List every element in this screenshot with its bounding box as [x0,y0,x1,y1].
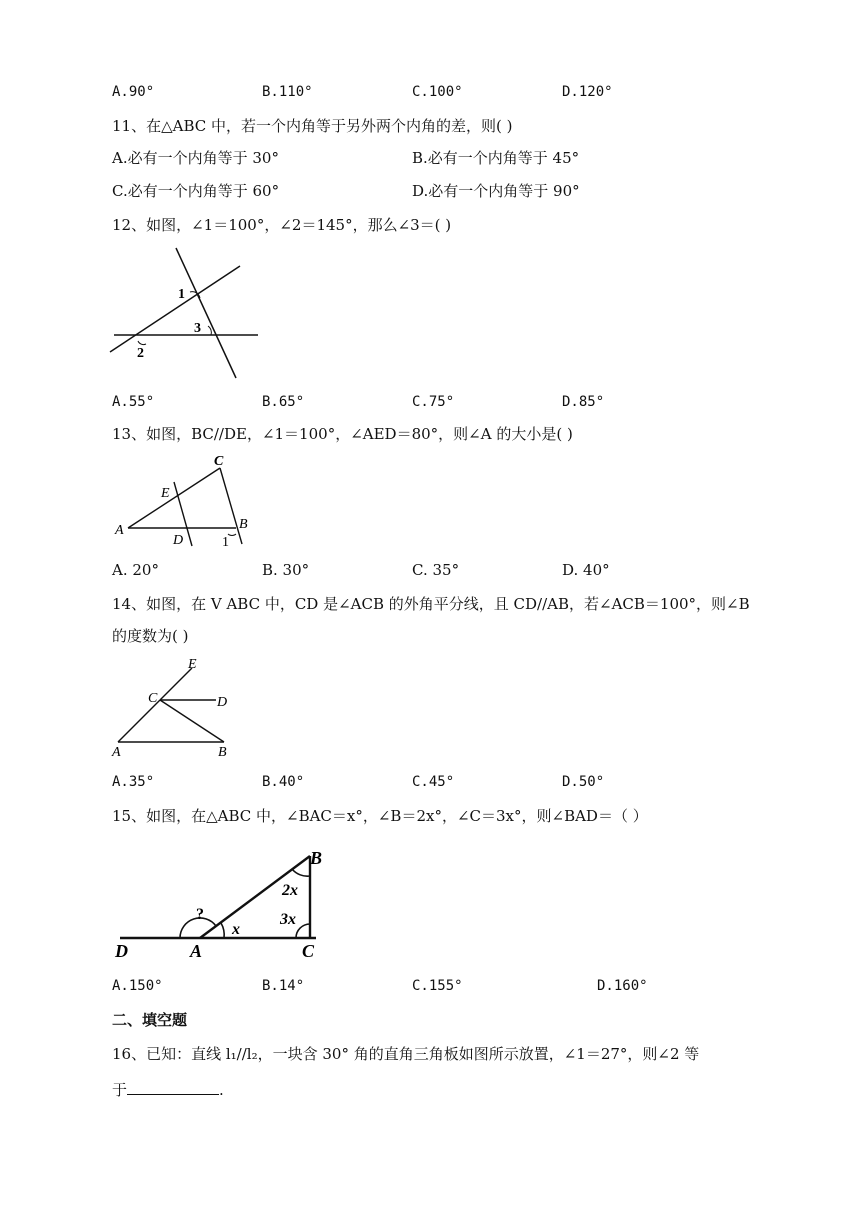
q10-option-d: D.120° [562,84,613,100]
q12-stem: 12、如图，∠1＝100°，∠2＝145°，那么∠3＝( ) [112,216,452,234]
q15-label-3x: 3x [280,911,296,928]
q14-option-b: B.40° [262,774,305,790]
q15-label-c: C [302,941,315,961]
q15-label-question: ? [196,906,204,923]
q10-option-a: A.90° [112,84,155,100]
q14-option-a: A.35° [112,774,155,790]
q14-label-b: B [218,745,227,760]
q13-label-c: C [214,454,224,469]
q14-option-d: D.50° [562,774,605,790]
q15-label-a: A [190,941,203,961]
q12-option-a: A.55° [112,394,155,410]
q12-figure [108,246,268,382]
q14-label-a: A [112,745,121,760]
q13-line-bc [220,468,242,544]
q13-figure [112,452,262,548]
q11-option-b: B.必有一个内角等于 45° [412,149,580,167]
q12-option-d: D.85° [562,394,605,410]
q14-stem-line1: 14、如图，在 V ABC 中，CD 是∠ACB 的外角平分线，且 CD//AB，若∠ACB＝100°，则∠B [112,595,750,613]
q14-label-c: C [148,691,158,706]
q11-option-d: D.必有一个内角等于 90° [412,182,580,200]
q14-label-d: D [217,695,228,710]
q13-side-ac [128,468,220,528]
q12-label-3: 3 [194,321,201,336]
q13-label-b: B [239,517,248,532]
q13-label-a: A [115,523,124,538]
q15-label-2x: 2x [282,882,298,899]
q14-label-e: E [188,657,197,672]
q11-stem: 11、在△ABC 中，若一个内角等于另外两个内角的差，则( ) [112,117,513,135]
q16-suffix: . [219,1081,224,1099]
q12-line-transversal-a [176,248,236,378]
q15-label-x: x [232,921,240,938]
q13-option-a: A. 20° [112,561,159,579]
q15-figure [112,842,332,966]
q11-option-a: A.必有一个内角等于 30° [112,149,279,167]
q11-option-c: C.必有一个内角等于 60° [112,182,280,200]
q16-stem-line2 [112,1080,224,1100]
q12-label-2: 2 [137,346,144,361]
q12-option-c: C.75° [412,394,455,410]
q13-option-c: C. 35° [412,561,460,579]
q15-option-b: B.14° [262,978,305,994]
q14-side-ac [118,700,160,742]
q15-label-b: B [310,848,323,868]
q12-option-b: B.65° [262,394,305,410]
section-heading: 二、填空题 [112,1011,188,1029]
q14-figure [112,654,242,760]
q16-stem-line1: 16、已知：直线 l₁//l₂，一块含 30° 角的直角三角板如图所示放置，∠1＝27°，则∠2 等 [112,1045,700,1063]
q12-line-transversal-b [110,266,240,352]
q12-label-1: 1 [178,287,185,302]
q14-stem-line2: 的度数为( ) [112,627,189,645]
q16-prefix: 于 [112,1081,128,1099]
q15-option-d: D.160° [597,978,648,994]
q13-stem: 13、如图，BC//DE，∠1＝100°，∠AED＝80°，则∠A 的大小是( ) [112,425,573,443]
q15-label-d: D [115,941,128,961]
q10-option-b: B.110° [262,84,313,100]
q13-option-d: D. 40° [562,561,610,579]
q15-option-a: A.150° [112,978,163,994]
q13-label-e: E [161,486,170,501]
q13-option-b: B. 30° [262,561,310,579]
q16-answer-blank[interactable] [127,1080,219,1095]
q15-stem: 15、如图，在△ABC 中，∠BAC＝x°，∠B＝2x°，∠C＝3x°，则∠BAD＝（ ） [112,807,648,825]
q14-line-ce [160,668,192,700]
q15-option-c: C.155° [412,978,463,994]
q13-label-d: D [173,533,184,548]
q10-option-c: C.100° [412,84,463,100]
q14-option-c: C.45° [412,774,455,790]
q14-side-cb [160,700,224,742]
q13-label-1: 1 [222,535,229,550]
